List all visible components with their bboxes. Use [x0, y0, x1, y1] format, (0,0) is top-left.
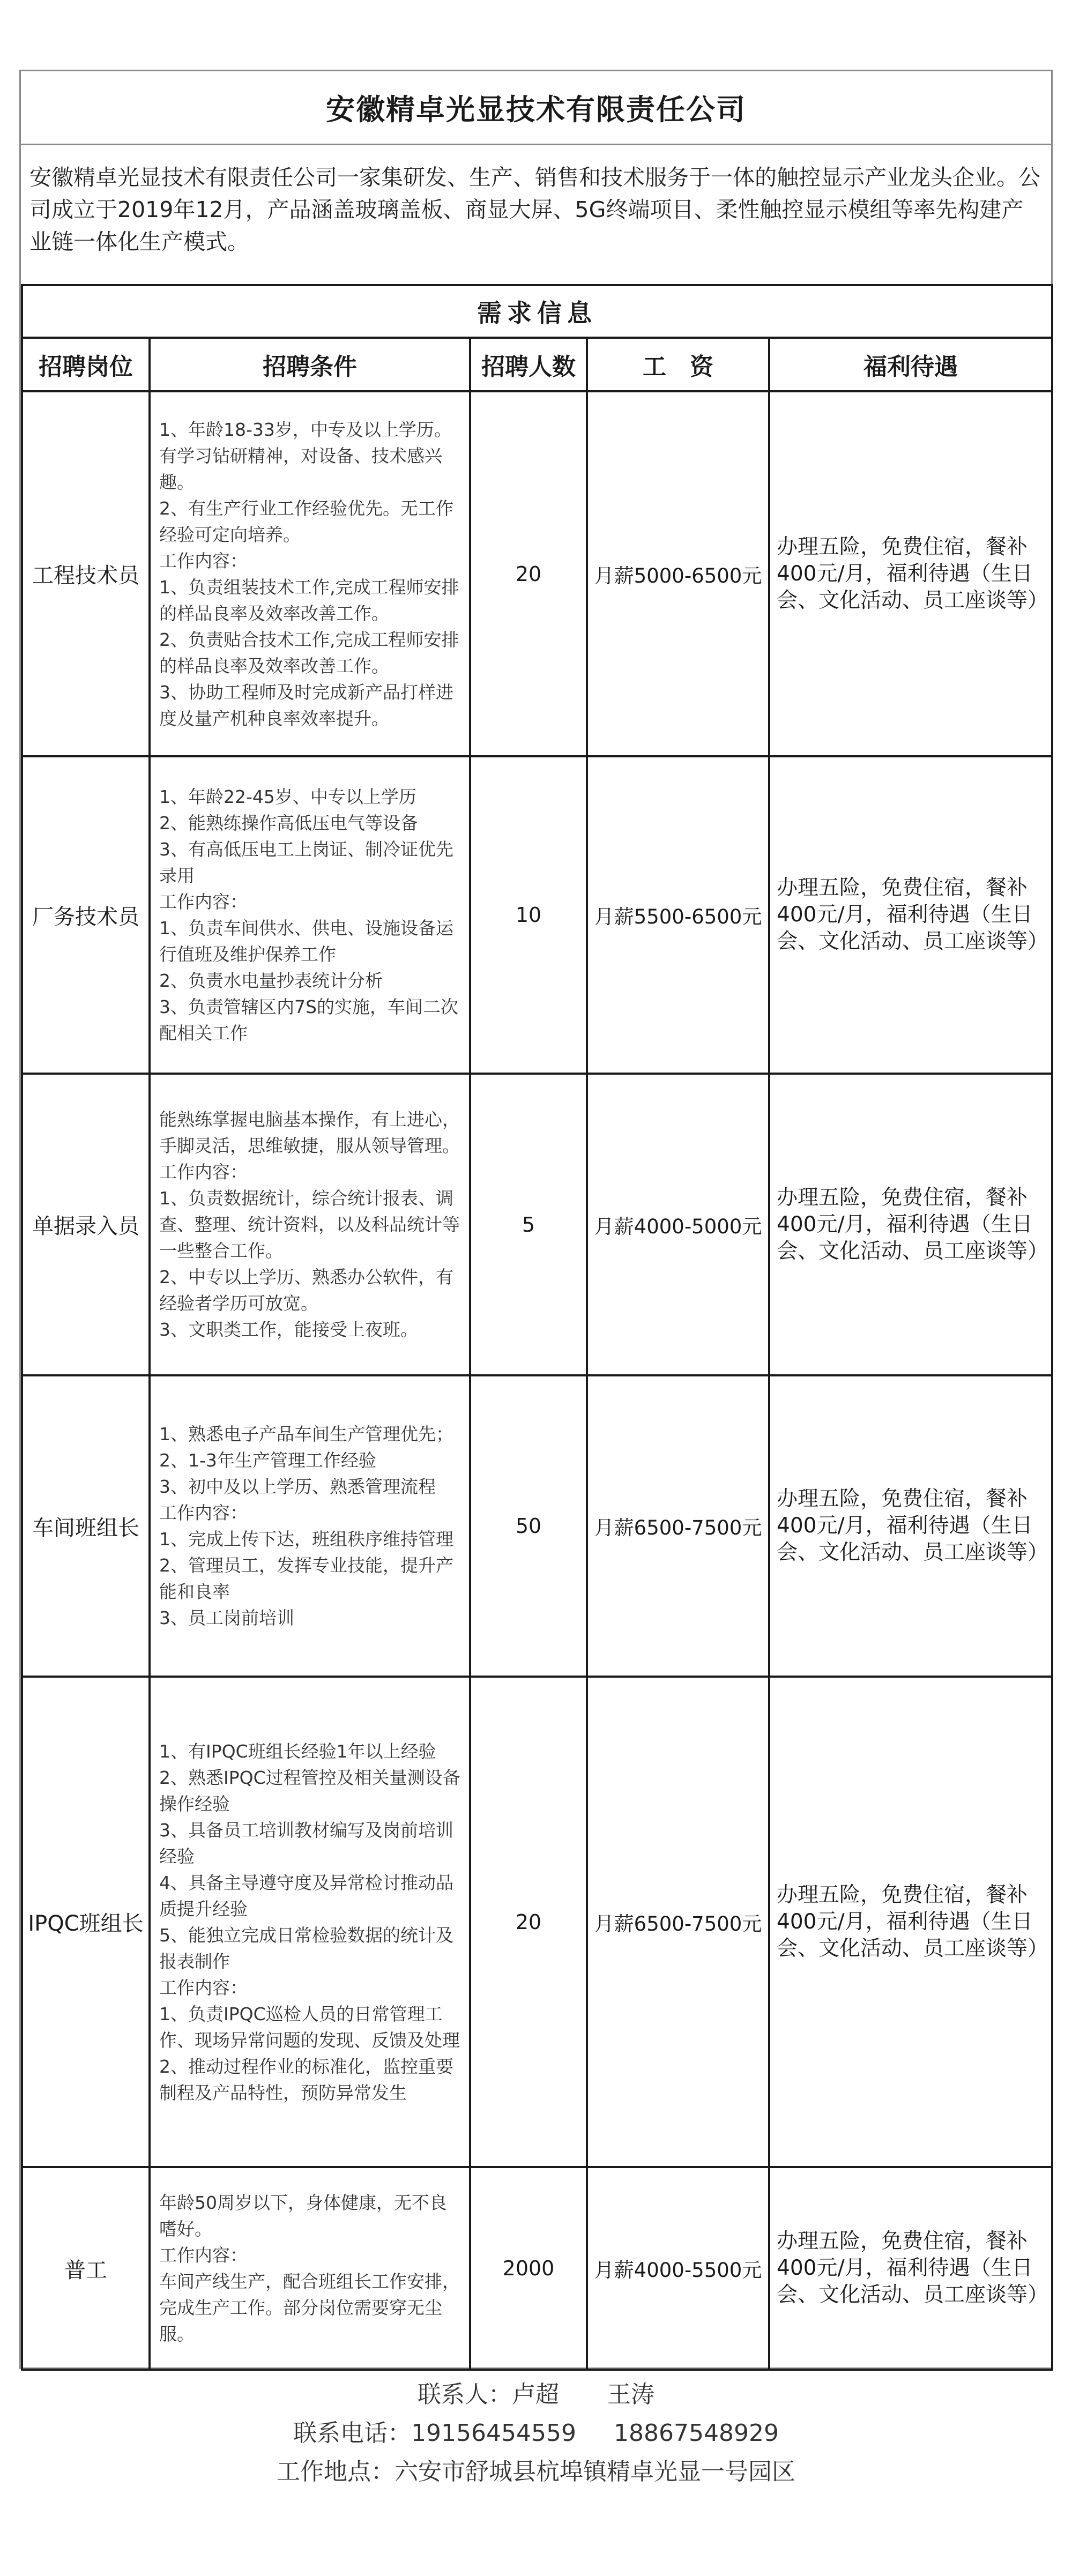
company-title: 安徽精卓光显技术有限责任公司 — [21, 71, 1051, 145]
conditions-cell — [150, 1677, 470, 2167]
job-row-facility-technician — [22, 756, 1052, 1074]
condition-line: 3、初中及以上学历、熟悉管理流程 — [159, 1476, 436, 1497]
job-row-data-entry-clerk — [22, 1074, 1052, 1375]
contact-people-label: 联系人： — [418, 2381, 512, 2408]
condition-line: 3、文职类工作，能接受上夜班。 — [159, 1319, 418, 1340]
condition-line: 1、熟悉电子产品车间生产管理优先； — [159, 1424, 453, 1445]
condition-line: 5、能独立完成日常检验数据的统计及报表制作 — [159, 1924, 453, 1972]
condition-line: 工作内容： — [159, 2245, 248, 2266]
condition-line: 1、年龄22-45岁、中专以上学历 — [159, 786, 416, 807]
header-salary: 工 资 — [587, 338, 769, 391]
contact-phone-label: 联系电话： — [293, 2419, 412, 2447]
work-address-label: 工作地点： — [277, 2458, 394, 2485]
contact-phone-1: 19156454559 — [411, 2419, 576, 2447]
count-cell: 20 — [470, 391, 587, 756]
salary-cell: 月薪6500-7500元 — [587, 1677, 769, 2167]
condition-line: 1、负责IPQC巡检人员的日常管理工作、现场异常问题的发现、反馈及处理 — [159, 2003, 460, 2051]
work-address: 六安市舒城县杭埠镇精卓光显一号园区 — [394, 2458, 795, 2485]
contact-phone-row — [0, 2414, 1072, 2453]
condition-line: 2、1-3年生产管理工作经验 — [159, 1450, 376, 1471]
jobs-table — [21, 284, 1053, 2371]
welfare-cell: 办理五险，免费住宿，餐补400元/月，福利待遇（生日会、文化活动、员工座谈等） — [769, 1375, 1052, 1677]
work-address-row — [0, 2453, 1072, 2491]
job-row-ipqc-team-leader — [22, 1677, 1052, 2167]
condition-line: 2、能熟练操作高低压电气等设备 — [159, 813, 418, 833]
position-cell: 工程技术员 — [22, 391, 150, 756]
condition-line: 3、负责管辖区内7S的实施，车间二次配相关工作 — [159, 996, 458, 1044]
contact-person-2: 王涛 — [607, 2381, 654, 2408]
welfare-cell: 办理五险，免费住宿，餐补400元/月，福利待遇（生日会、文化活动、员工座谈等） — [769, 391, 1052, 756]
welfare-cell: 办理五险，免费住宿，餐补400元/月，福利待遇（生日会、文化活动、员工座谈等） — [769, 1074, 1052, 1375]
salary-cell: 月薪5000-6500元 — [587, 391, 769, 756]
conditions-cell — [150, 391, 470, 756]
condition-line: 1、负责数据统计，综合统计报表、调查、整理、统计资料，以及科品统计等一些整合工作。 — [159, 1188, 460, 1261]
condition-line: 3、协助工程师及时完成新产品打样进度及量产机种良率效率提升。 — [159, 681, 453, 729]
contact-person-1: 卢超 — [512, 2381, 559, 2408]
condition-line: 1、完成上传下达，班组秩序维持管理 — [159, 1529, 453, 1550]
count-cell: 50 — [470, 1375, 587, 1677]
contact-phone-2: 18867548929 — [614, 2419, 779, 2447]
count-cell: 2000 — [470, 2167, 587, 2370]
condition-line: 2、熟悉IPQC过程管控及相关量测设备操作经验 — [159, 1767, 460, 1814]
header-count: 招聘人数 — [470, 338, 587, 391]
condition-line: 3、有高低压电工上岗证、制冷证优先录用 — [159, 839, 453, 886]
conditions-cell — [150, 2167, 470, 2370]
condition-line: 能熟练掌握电脑基本操作，有上进心，手脚灵活，思维敏捷，服从领导管理。 — [159, 1109, 460, 1156]
section-title: 需求信息 — [22, 285, 1052, 338]
salary-cell: 月薪4000-5000元 — [587, 1074, 769, 1375]
contact-people-row — [0, 2376, 1072, 2414]
condition-line: 2、负责水电量抄表统计分析 — [159, 970, 383, 991]
condition-line: 1、负责组装技术工作,完成工程师安排的样品良率及效率改善工作。 — [159, 576, 459, 624]
condition-line: 2、有生产行业工作经验优先。无工作经验可定向培养。 — [159, 497, 453, 545]
count-cell: 10 — [470, 756, 587, 1074]
position-cell: 普工 — [22, 2167, 150, 2370]
condition-line: 4、具备主导遵守度及异常检讨推动品质提升经验 — [159, 1872, 453, 1919]
position-cell: 单据录入员 — [22, 1074, 150, 1375]
header-position: 招聘岗位 — [22, 338, 150, 391]
position-cell: 车间班组长 — [22, 1375, 150, 1677]
condition-line: 3、员工岗前培训 — [159, 1607, 294, 1628]
recruitment-sheet — [19, 70, 1053, 2369]
condition-line: 1、负责车间供水、供电、设施设备运行值班及维护保养工作 — [159, 918, 453, 965]
conditions-cell — [150, 1375, 470, 1677]
conditions-cell — [150, 756, 470, 1074]
company-intro: 安徽精卓光显技术有限责任公司一家集研发、生产、销售和技术服务于一体的触控显示产业龙头企业。公司成立于2019年12月，产品涵盖玻璃盖板、商显大屏、5G终端项目、柔性触控显示模组等率先构建产业链一体化生产模式。 — [29, 165, 1040, 255]
salary-cell: 月薪5500-6500元 — [587, 756, 769, 1074]
position-cell: IPQC班组长 — [22, 1677, 150, 2167]
condition-line: 2、推动过程作业的标准化，监控重要制程及产品特性，预防异常发生 — [159, 2056, 453, 2103]
welfare-cell: 办理五险，免费住宿，餐补400元/月，福利待遇（生日会、文化活动、员工座谈等） — [769, 756, 1052, 1074]
count-cell: 20 — [470, 1677, 587, 2167]
condition-line: 工作内容： — [159, 550, 248, 571]
header-conditions: 招聘条件 — [150, 338, 470, 391]
condition-line: 1、有IPQC班组长经验1年以上经验 — [159, 1740, 436, 1762]
condition-line: 车间产线生产，配合班组长工作安排，完成生产工作。部分岗位需要穿无尘服。 — [159, 2271, 460, 2344]
welfare-cell: 办理五险，免费住宿，餐补400元/月，福利待遇（生日会、文化活动、员工座谈等） — [769, 2167, 1052, 2370]
condition-line: 1、年龄18-33岁，中专及以上学历。有学习钻研精神，对设备、技术感兴趣。 — [159, 419, 452, 493]
condition-line: 工作内容： — [159, 1162, 248, 1182]
job-row-engineering-technician — [22, 391, 1052, 756]
position-cell: 厂务技术员 — [22, 756, 150, 1074]
condition-line: 3、具备员工培训教材编写及岗前培训经验 — [159, 1819, 453, 1867]
job-row-general-worker — [22, 2167, 1052, 2370]
condition-line: 2、管理员工，发挥专业技能，提升产能和良率 — [159, 1555, 453, 1602]
contact-info — [0, 2376, 1072, 2491]
salary-cell: 月薪4000-5500元 — [587, 2167, 769, 2370]
condition-line: 2、负责贴合技术工作,完成工程师安排的样品良率及效率改善工作。 — [159, 629, 459, 676]
welfare-cell: 办理五险，免费住宿，餐补400元/月，福利待遇（生日会、文化活动、员工座谈等） — [769, 1677, 1052, 2167]
condition-line: 2、中专以上学历、熟悉办公软件，有经验者学历可放宽。 — [159, 1267, 453, 1314]
header-welfare: 福利待遇 — [769, 338, 1052, 391]
salary-cell: 月薪6500-7500元 — [587, 1375, 769, 1677]
header-row — [22, 338, 1052, 391]
condition-line: 工作内容： — [159, 1502, 248, 1523]
conditions-cell — [150, 1074, 470, 1375]
condition-line: 工作内容： — [159, 891, 248, 912]
count-cell: 5 — [470, 1074, 587, 1375]
condition-line: 工作内容： — [159, 1977, 248, 1998]
job-row-workshop-team-leader — [22, 1375, 1052, 1677]
condition-line: 年龄50周岁以下，身体健康，无不良嗜好。 — [159, 2192, 447, 2239]
